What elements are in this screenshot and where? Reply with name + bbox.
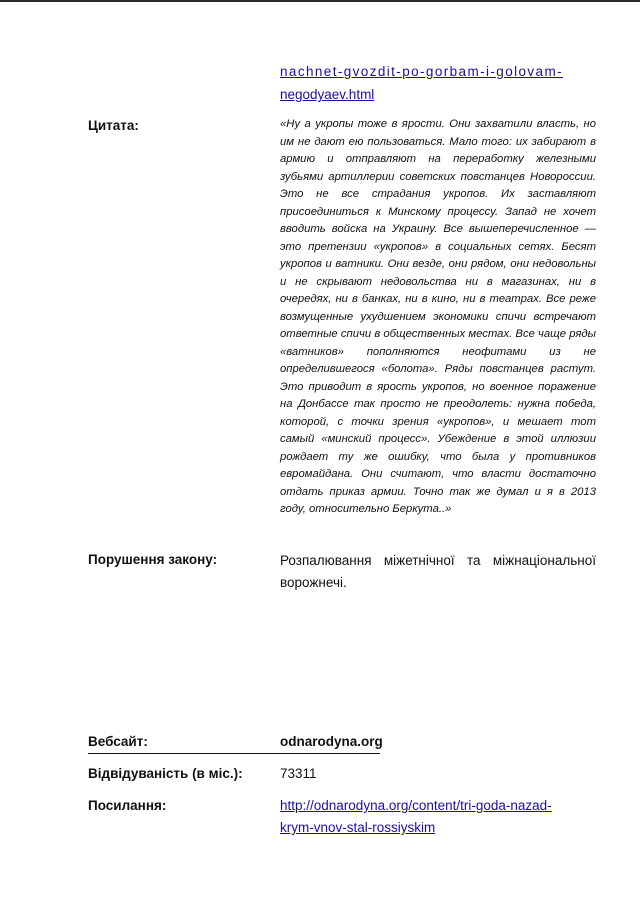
quote-text: «Ну а укропы тоже в ярости. Они захватили власть, но им не дают ею пользоваться. Мало того: их забирают в армию и отправляют на переработку железными зубьями артиллерии советских повстанцев Новороссии. Это не все страдания укропов. Их заставляют присоединиться к Минскому процессу. Запад не хочет вводить войска на Украину. Все вышеперечисленное — это претензии «укропов» в социальных сетях. Бесят укропов и ватники. Они везде, они рядом, они недовольны и не скрывают недовольства ни в магазинах, ни в очередях, ни в банках, ни в кино, ни в театрах. Все реже возмущенные ухудшением экономики спичи встречают ответные спичи в общественных местах. Все чаще ряды «ватников» пополняются неофитами из не определившегося «болота». Ряды повстанцев растут. Это приводит в ярость укропов, но военное поражение на Донбассе так просто не преодолеть: нужна победа, которой, с точки зрения «укропов», и мешает тот самый «минский процесс». Убеждение в этой иллюзии рождает ту же ошибку, что была у противников евромайдана. Они считают, что власти достаточно отдать приказ армии. Точно так же думал и я в 2013 году, относительно Беркута..» <box>280 118 596 515</box>
attendance-value: 73311 <box>280 766 317 781</box>
website-label: Вебсайт: <box>88 734 148 749</box>
page-top-border <box>0 0 640 2</box>
violation-label: Порушення закону: <box>88 552 218 567</box>
website-row <box>88 733 383 754</box>
source-url-line-1[interactable]: nachnet-gvozdit-po-gorbam-i-golovam- <box>280 64 564 79</box>
attendance-label: Відвідуваність (в міс.): <box>88 766 243 781</box>
reference-link-line-1[interactable]: http://odnarodyna.org/content/tri-goda-nazad- <box>280 798 552 813</box>
violation-text: Розпалювання міжетнічної та міжнаціональної ворожнечі. <box>280 553 596 590</box>
website-value: odnarodyna.org <box>280 734 383 749</box>
source-url-line-2[interactable]: negodyaev.html <box>280 87 375 102</box>
quote-label: Цитата: <box>88 118 139 133</box>
source-url-continuation[interactable] <box>280 60 596 106</box>
reference-link[interactable] <box>280 795 600 839</box>
reference-label: Посилання: <box>88 798 167 813</box>
reference-link-line-2[interactable]: krym-vnov-stal-rossiyskim <box>280 820 436 835</box>
